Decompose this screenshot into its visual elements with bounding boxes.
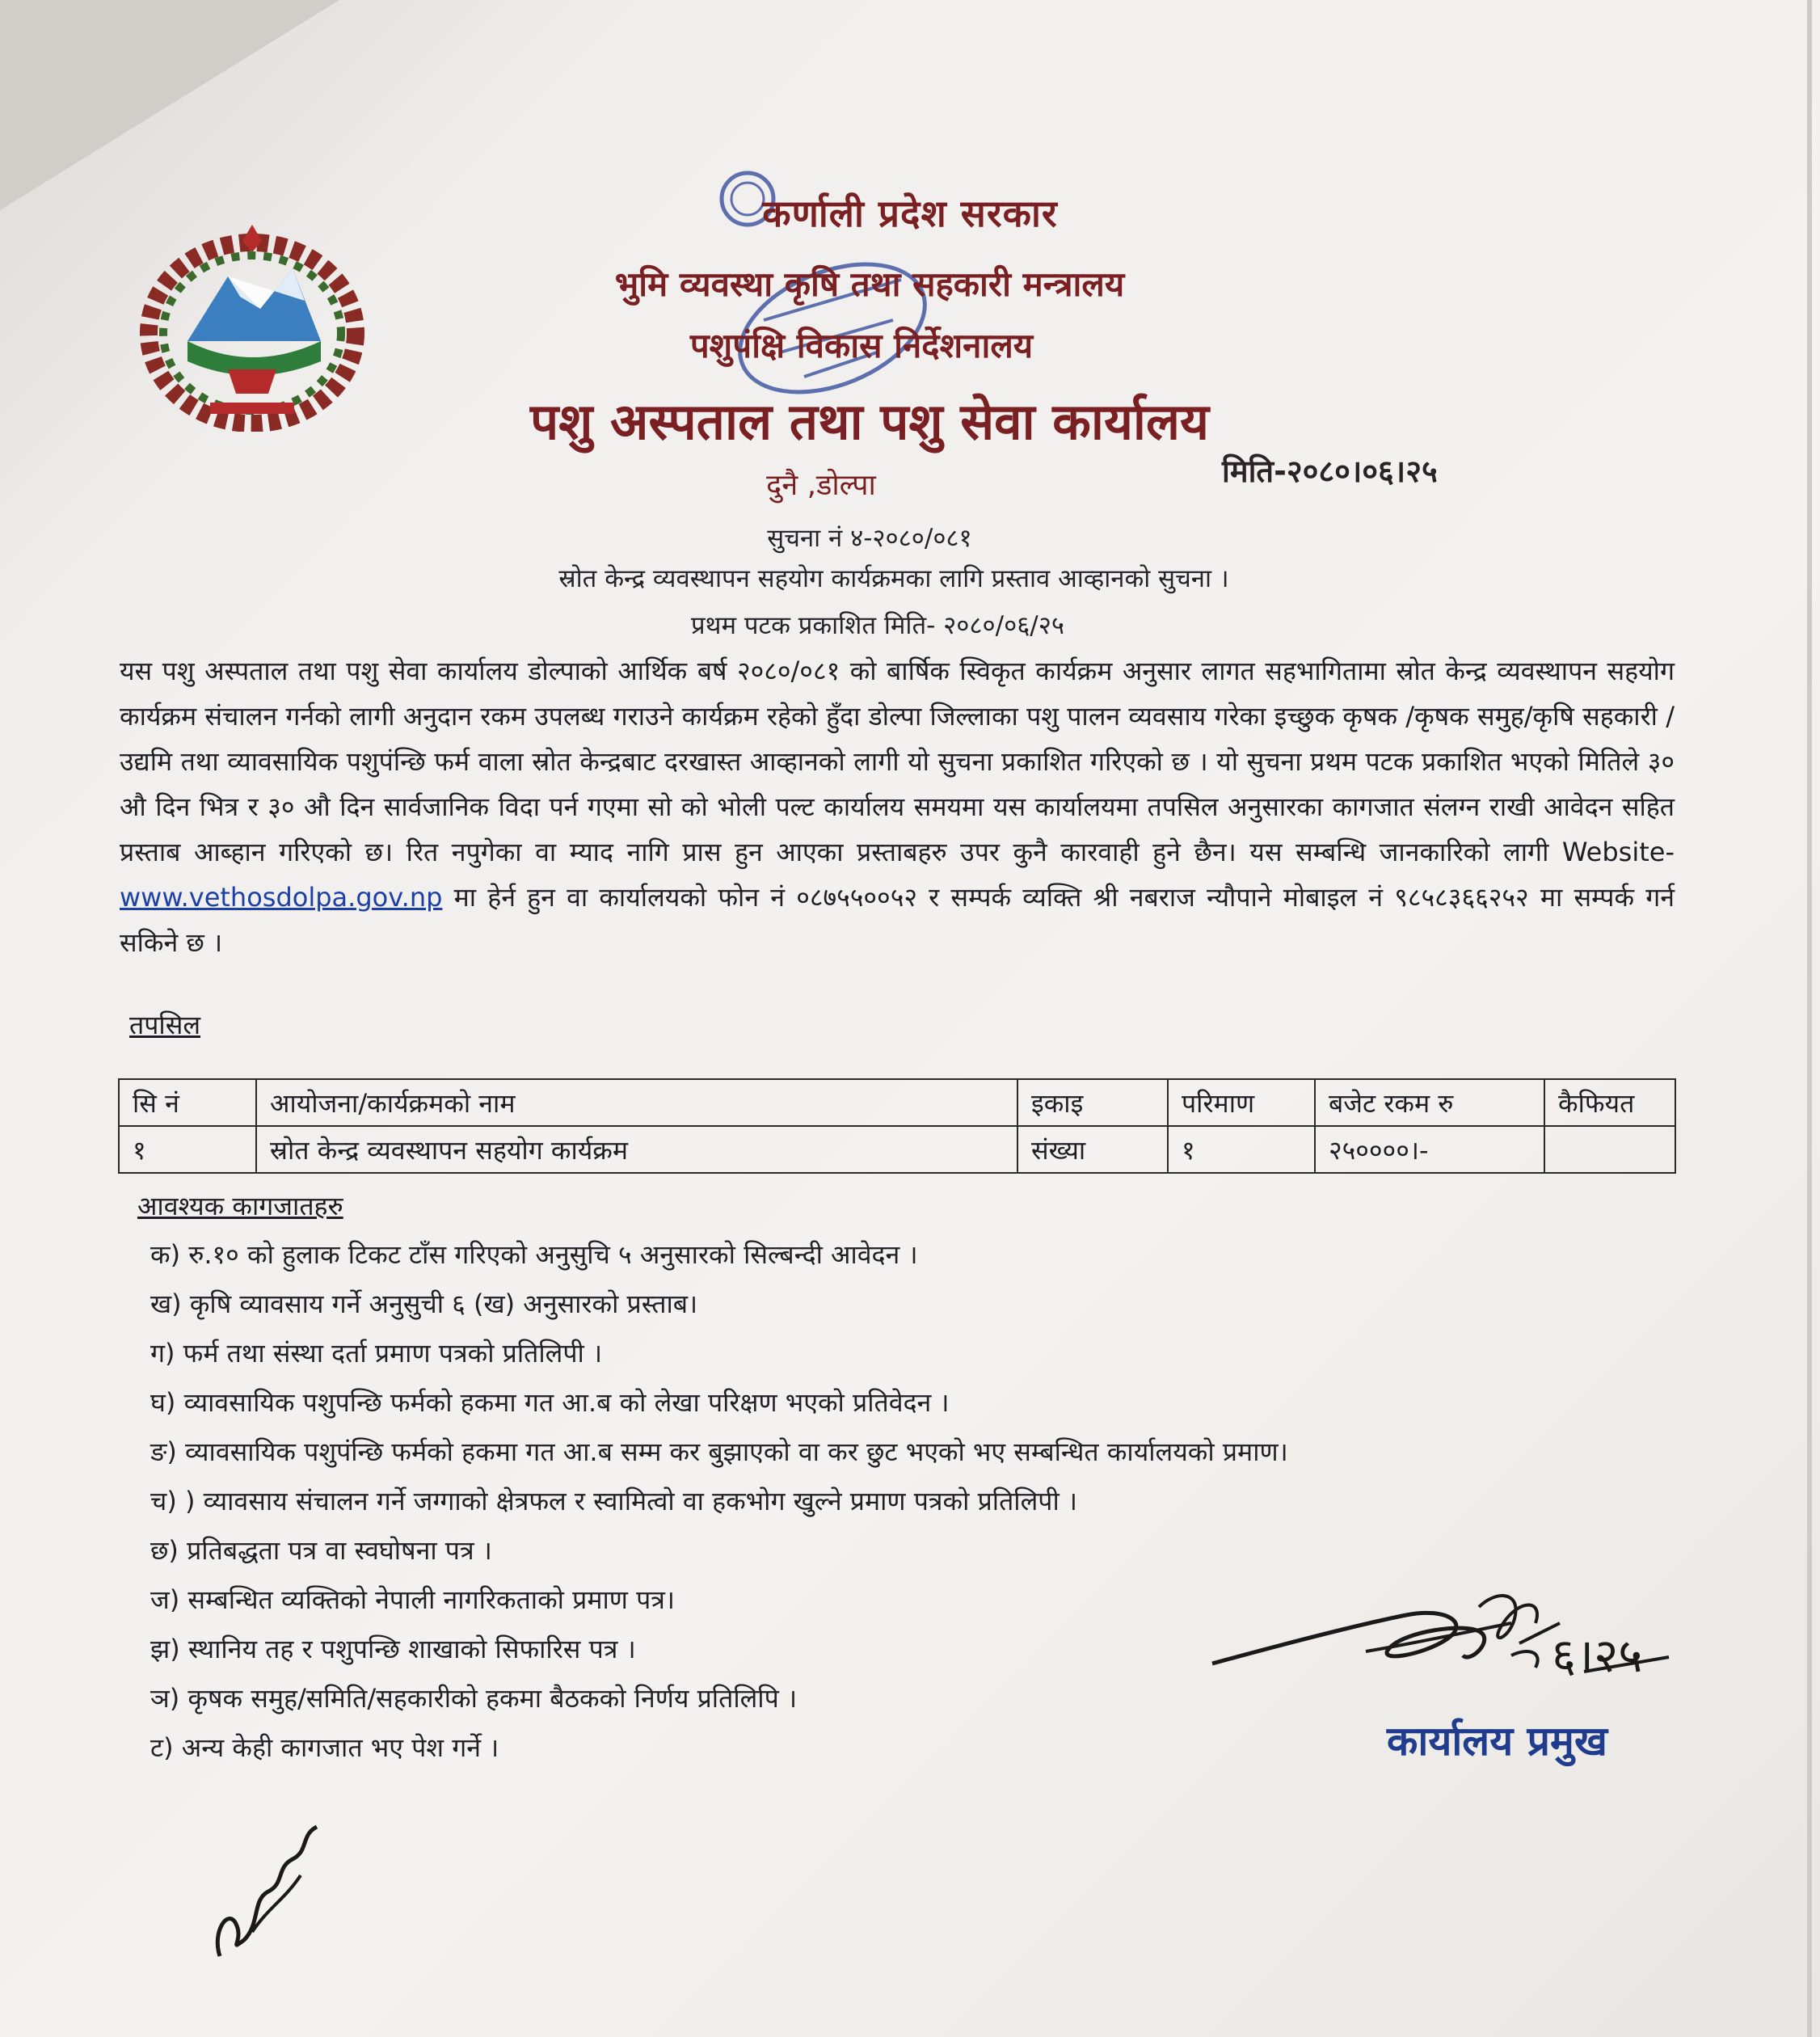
- list-item: घ) व्यावसायिक पशुपन्छि फर्मको हकमा गत आ.ब को लेखा परिक्षण भएको प्रतिवेदन ।: [150, 1387, 950, 1418]
- website-link[interactable]: www.vethosdolpa.gov.np: [120, 882, 443, 913]
- notice-body-part2: मा हेर्न हुन वा कार्यालयको फोन नं ०८७५५००५२ र सम्पर्क व्यक्ति श्री नबराज न्यौपाने मोबाइल नं ९८५८३६६२५२ मा सम्पर्क गर्न सकिने छ ।: [120, 882, 1675, 958]
- office-name: पशु अस्पताल तथा पशु सेवा कार्यालय: [530, 392, 1209, 451]
- table-header-row: [119, 1079, 1675, 1126]
- signature-icon: [1204, 1575, 1681, 1720]
- list-item: ख) कृषि व्यावसाय गर्ने अनुसुची ६ (ख) अनुसारको प्रस्ताब।: [150, 1288, 698, 1319]
- notice-body-part1: यस पशु अस्पताल तथा पशु सेवा कार्यालय डोल्पाको आर्थिक बर्ष २०८०/०८१ को बार्षिक स्विकृत कार्यक्रम अनुसार लागत सहभागितामा स्रोत केन्द्र व्यवस्थापन सहयोग कार्यक्रम संचालन गर्नको लागी अनुदान रकम उपलब्ध गराउने कार्यक्रम रहेको हुँदा डोल्पा जिल्लाका पशु पालन व्यवसाय गरेका इच्छुक कृषक /कृषक समुह/कृषि सहकारी /उद्यमि तथा व्यावसायिक पशुपंन्छि फर्म वाला स्रोत केन्द्रबाट दरखास्त आव्हानको लागी यो सुचना प्रकाशित गरिएको छ । यो सुचना प्रथम पटक प्रकाशित भएको मितिले ३० औ दिन भित्र र ३० औ दिन सार्वजानिक विदा पर्न गएमा सो को भोली पल्ट कार्यालय समयमा यस कार्यालयमा तपसिल अनुसारका कागजात संलग्न राखी आवेदन सहित प्रस्ताब आब्हान गरिएको छ। रित नपुगेका वा म्याद नागि प्रास हुन आएका प्रस्ताबहरु उपर कुनै कारवाही हुने छैन। यस सम्बन्धि जानकारिको लागी Website-: [120, 656, 1675, 867]
- list-item: छ) प्रतिबद्धता पत्र वा स्वघोषना पत्र ।: [150, 1535, 492, 1566]
- table-header-cell: बजेट रकम रु: [1315, 1079, 1544, 1126]
- table-header-cell: इकाइ: [1017, 1079, 1168, 1126]
- handwritten-initial-icon: [204, 1811, 333, 1964]
- directorate-name: पशुपंक्षि विकास निर्देशनालय: [689, 326, 1034, 365]
- tapsil-label: तपसिल: [129, 1010, 201, 1040]
- list-item: ट) अन्य केही कागजात भए पेश गर्ने ।: [150, 1732, 499, 1763]
- table-header-cell: सि नं: [119, 1079, 256, 1126]
- list-item: क) रु.१० को हुलाक टिकट टाँस गरिएको अनुसुचि ५ अनुसारको सिल्बन्दी आवेदन ।: [150, 1239, 918, 1270]
- list-item: ञ) कृषक समुह/समिति/सहकारीको हकमा बैठकको निर्णय प्रतिलिपि ।: [150, 1683, 798, 1714]
- office-location: दुनै ,डोल्पा: [766, 469, 876, 502]
- notice-number: सुचना नं ४-२०८०/०८१: [767, 524, 972, 553]
- requirements-title: आवश्यक कागजातहरु: [137, 1191, 343, 1221]
- list-item: ग) फर्म तथा संस्था दर्ता प्रमाण पत्रको प्रतिलिपी ।: [150, 1338, 603, 1369]
- first-published-date: प्रथम पटक प्रकाशित मिति- २०८०/०६/२५: [691, 611, 1064, 640]
- signature-date: ६।२५: [1552, 1628, 1643, 1683]
- table-cell: संख्या: [1017, 1126, 1168, 1173]
- table-cell: १: [1168, 1126, 1315, 1173]
- list-item: च) ) व्यावसाय संचालन गर्ने जग्गाको क्षेत्रफल र स्वामित्वो वा हकभोग खुल्ने प्रमाण पत्रको प्रतिलिपी ।: [150, 1486, 1078, 1516]
- page-edge: [1807, 0, 1812, 2037]
- government-name: कर्णाली प्रदेश सरकार: [762, 192, 1058, 235]
- table-cell: २५००००।-: [1315, 1126, 1544, 1173]
- table-header-cell: कैफियत: [1544, 1079, 1675, 1126]
- table-cell: १: [119, 1126, 256, 1173]
- table-cell: [1544, 1126, 1675, 1173]
- list-item: झ) स्थानिय तह र पशुपन्छि शाखाको सिफारिस पत्र ।: [150, 1634, 636, 1664]
- notice-subject: स्रोत केन्द्र व्यवस्थापन सहयोग कार्यक्रमका लागि प्रस्ताव आव्हानको सुचना ।: [558, 564, 1229, 593]
- list-item: ज) सम्बन्धित व्यक्तिको नेपाली नागरिकताको प्रमाण पत्र।: [150, 1584, 676, 1615]
- letter-date: मिति-२०८०।०६।२५: [1222, 453, 1438, 489]
- signature-title: कार्यालय प्रमुख: [1387, 1718, 1607, 1765]
- notice-body: [120, 648, 1675, 965]
- table-header-cell: परिमाण: [1168, 1079, 1315, 1126]
- table-row: [119, 1126, 1675, 1173]
- table-header-cell: आयोजना/कार्यक्रमको नाम: [256, 1079, 1017, 1126]
- program-table: [118, 1078, 1676, 1174]
- requirements-list: [150, 1230, 1288, 1773]
- list-item: ङ) व्यावसायिक पशुपंन्छि फर्मको हकमा गत आ.ब सम्म कर बुझाएको वा कर छुट भएको भए सम्बन्धित कार्यालयको प्रमाण।: [150, 1436, 1288, 1467]
- ministry-name: भुमि व्यवस्था कृषि तथा सहकारी मन्त्रालय: [614, 264, 1125, 304]
- table-cell: स्रोत केन्द्र व्यवस्थापन सहयोग कार्यक्रम: [256, 1126, 1017, 1173]
- corner-shadow: [0, 0, 339, 210]
